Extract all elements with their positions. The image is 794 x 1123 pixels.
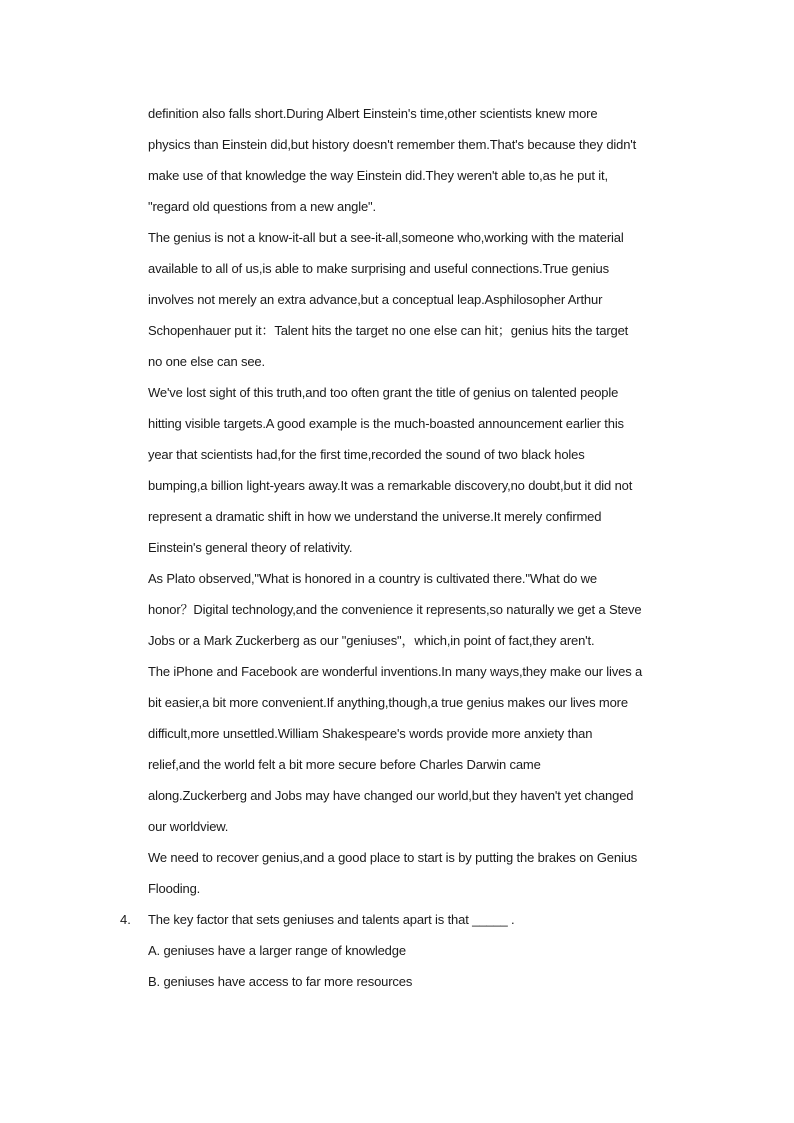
question-stem: The key factor that sets geniuses and talents apart is that _____ .	[148, 912, 515, 927]
passage-line: As Plato observed,"What is honored in a country is cultivated there."What do we	[148, 571, 598, 586]
passage-line: hitting visible targets.A good example is the much-boasted announcement earlier this	[148, 416, 624, 431]
passage-line: Schopenhauer put it：Talent hits the target no one else can hit；genius hits the target	[148, 323, 629, 338]
passage-line: Flooding.	[148, 881, 201, 896]
passage-line: bit easier,a bit more convenient.If anything,though,a true genius makes our lives more	[148, 695, 628, 710]
passage-line: The iPhone and Facebook are wonderful inventions.In many ways,they make our lives a	[148, 664, 643, 679]
passage-line: We've lost sight of this truth,and too often grant the title of genius on talented people	[148, 385, 619, 400]
option-a: A. geniuses have a larger range of knowledge	[148, 943, 406, 958]
question-4	[120, 904, 688, 997]
passage-line: available to all of us,is able to make surprising and useful connections.True genius	[148, 261, 609, 276]
passage-line: along.Zuckerberg and Jobs may have changed our world,but they haven't yet changed	[148, 788, 634, 803]
passage-line: Einstein's general theory of relativity.	[148, 540, 353, 555]
passage-line: "regard old questions from a new angle".	[148, 199, 376, 214]
question-number: 4.	[120, 912, 131, 927]
passage-line: physics than Einstein did,but history doesn't remember them.That's because they didn't	[148, 137, 637, 152]
passage-line: The genius is not a know-it-all but a see-it-all,someone who,working with the material	[148, 230, 624, 245]
passage-body	[120, 98, 688, 997]
option-b: B. geniuses have access to far more resources	[148, 974, 413, 989]
passage-line: relief,and the world felt a bit more secure before Charles Darwin came	[148, 757, 541, 772]
passage-line: involves not merely an extra advance,but a conceptual leap.Asphilosopher Arthur	[148, 292, 603, 307]
passage-line: Jobs or a Mark Zuckerberg as our "geniuses"，which,in point of fact,they aren't.	[148, 633, 595, 648]
passage-line: no one else can see.	[148, 354, 265, 369]
passage-line: our worldview.	[148, 819, 229, 834]
passage-line: bumping,a billion light-years away.It was a remarkable discovery,no doubt,but it did not	[148, 478, 633, 493]
passage-line: year that scientists had,for the first time,recorded the sound of two black holes	[148, 447, 585, 462]
passage-line: definition also falls short.During Albert Einstein's time,other scientists knew more	[148, 106, 598, 121]
passage-line: represent a dramatic shift in how we understand the universe.It merely confirmed	[148, 509, 602, 524]
passage-line: We need to recover genius,and a good place to start is by putting the brakes on Genius	[148, 850, 638, 865]
passage-line: difficult,more unsettled.William Shakespeare's words provide more anxiety than	[148, 726, 593, 741]
passage-line: honor？Digital technology,and the convenience it represents,so naturally we get a Steve	[148, 602, 642, 617]
passage-line: make use of that knowledge the way Einstein did.They weren't able to,as he put it,	[148, 168, 608, 183]
